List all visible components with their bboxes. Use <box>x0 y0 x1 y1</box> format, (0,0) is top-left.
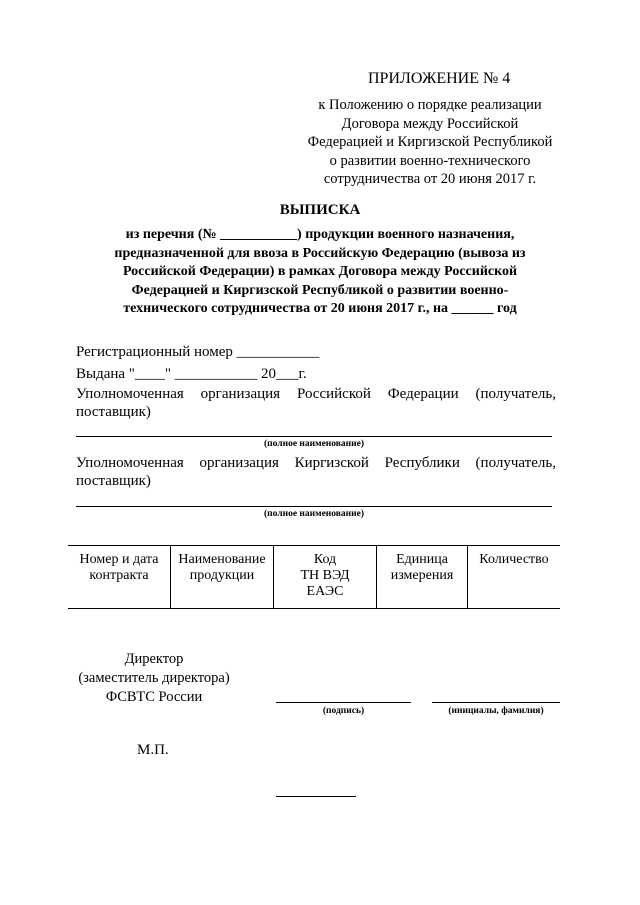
registration-number-field: Регистрационный номер ___________ <box>76 344 320 360</box>
name-line <box>432 702 560 703</box>
stamp-line <box>276 796 356 797</box>
director-line: ФСВТС России <box>105 689 203 705</box>
stamp-label: М.П. <box>137 742 169 758</box>
full-name-caption: (полное наименование) <box>264 509 364 519</box>
signature-line <box>276 702 411 703</box>
header-quantity <box>468 546 561 609</box>
org-word: Уполномоченная <box>76 455 184 471</box>
org-word: (получатель, <box>475 386 556 402</box>
description-line: Федерацией и Киргизской Республикой о развитии военно- <box>131 282 509 298</box>
document-description <box>80 226 560 319</box>
org-word: Республики <box>384 455 460 471</box>
org-kyrgyzstan-label <box>76 455 556 472</box>
header-text: Единица <box>396 552 448 567</box>
products-table <box>68 545 560 609</box>
org-russia-name-line <box>76 436 552 437</box>
director-title <box>76 650 232 707</box>
appendix-subtitle <box>290 96 570 189</box>
org-word: Федерации <box>387 386 459 402</box>
document-title: ВЫПИСКА <box>279 202 361 218</box>
signature-caption: (подпись) <box>322 706 365 716</box>
header-product-name <box>171 546 274 609</box>
org-kyrgyzstan-continuation: поставщик) <box>76 473 151 489</box>
director-line: Директор <box>124 651 184 667</box>
appendix-subtitle-line: сотрудничества от 20 июня 2017 г. <box>323 171 537 187</box>
description-line: из перечня (№ ___________) продукции военного назначения, <box>125 227 515 242</box>
header-text: ЕАЭС <box>306 584 344 599</box>
table-header-row <box>68 546 560 609</box>
description-line: предназначенной для ввоза в Российскую Федерацию (вывоза из <box>114 245 526 261</box>
appendix-subtitle-line: о развитии военно-технического <box>329 152 531 169</box>
org-kyrgyzstan-name-line <box>76 506 552 507</box>
header-unit <box>377 546 468 609</box>
header-contract <box>68 546 171 609</box>
header-text: продукции <box>189 568 255 583</box>
org-word: организация <box>199 455 279 471</box>
issued-date-field: Выдана "____" ___________ 20___г. <box>76 366 307 382</box>
appendix-title: ПРИЛОЖЕНИЕ № 4 <box>368 70 511 87</box>
header-text: Наименование <box>178 552 266 567</box>
full-name-caption: (полное наименование) <box>264 439 364 449</box>
org-word: (получатель, <box>475 455 556 471</box>
header-text: Номер и дата <box>79 552 159 567</box>
org-russia-label <box>76 386 556 403</box>
appendix-subtitle-line: Федерацией и Киргизской Республикой <box>307 134 553 150</box>
header-text: Код <box>313 552 337 567</box>
org-word: организация <box>200 386 281 402</box>
org-word: Российской <box>296 386 371 402</box>
name-caption: (инициалы, фамилия) <box>448 706 544 716</box>
header-text: Количество <box>479 552 549 567</box>
header-text: ТН ВЭД <box>300 568 350 583</box>
header-text: измерения <box>390 568 454 583</box>
appendix-subtitle-line: Договора между Российской <box>341 115 519 132</box>
org-word: Уполномоченная <box>76 386 184 402</box>
org-russia-continuation: поставщик) <box>76 404 151 420</box>
header-tn-ved-code <box>274 546 377 609</box>
description-line: технического сотрудничества от 20 июня 2017 г., на ______ год <box>123 301 517 316</box>
org-word: Киргизской <box>294 455 369 471</box>
appendix-subtitle-line: к Положению о порядке реализации <box>318 97 542 113</box>
director-line: (заместитель директора) <box>78 670 230 686</box>
description-line: Российской Федерации) в рамках Договора между Российской <box>122 264 518 279</box>
header-text: контракта <box>89 568 149 583</box>
